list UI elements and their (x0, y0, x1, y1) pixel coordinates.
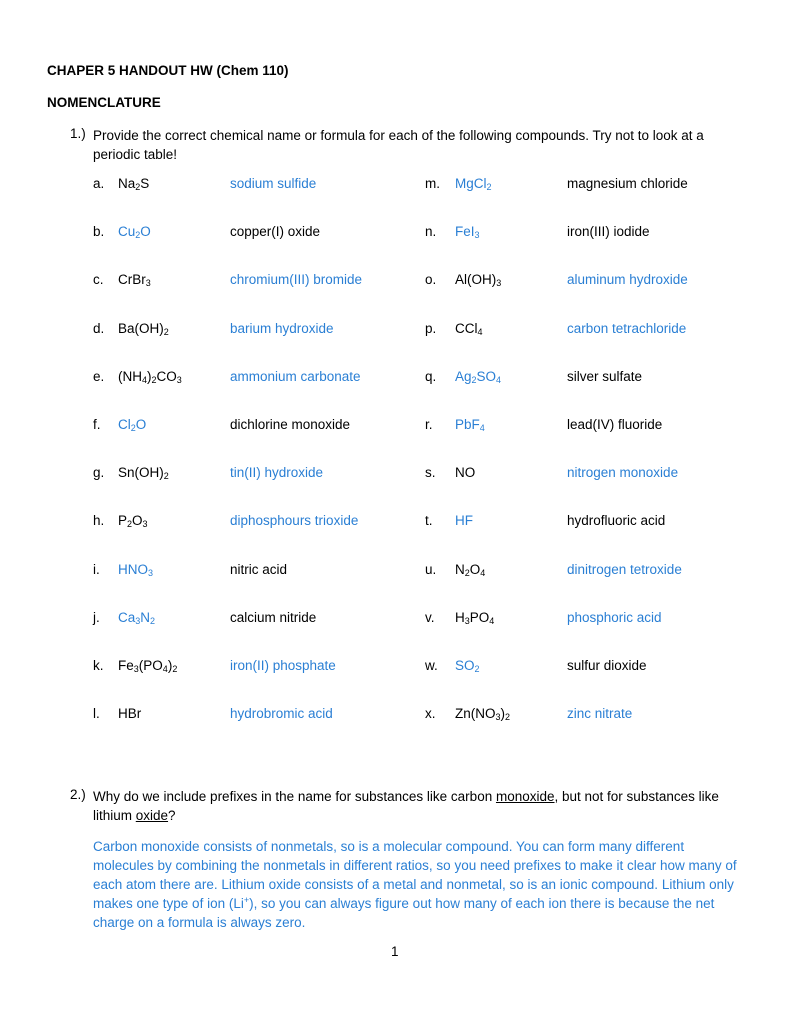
compound-name: dichlorine monoxide (230, 417, 351, 432)
compound-letter: r. (425, 417, 433, 432)
section-heading: NOMENCLATURE (47, 95, 161, 110)
compound-formula: HF (455, 513, 473, 529)
compound-name: copper(I) oxide (230, 224, 321, 240)
compound-formula: $(NH_4)_2CO_3$ (118, 368, 182, 385)
compound-name: tin(II) hydroxide (230, 465, 324, 481)
compound-name: carbon tetrachloride (567, 320, 687, 336)
compound-name: calcium nitride (230, 609, 317, 625)
compound-formula: FeI$_3$ (455, 224, 480, 241)
compound-formula: MgCl$_2$ (455, 176, 492, 192)
compound-formula: CCl$_4$ (455, 320, 483, 337)
compound-name: aluminum hydroxide (567, 272, 688, 288)
compound-formula: PbF$_4$ (455, 417, 485, 433)
compound-formula: $H_3PO_4$ (455, 609, 495, 626)
compound-letter: i. (93, 561, 100, 577)
compound-letter: h. (93, 513, 105, 529)
compound-letter: f. (93, 417, 101, 432)
compound-letter: b. (93, 224, 105, 240)
compound-name: nitric acid (230, 561, 288, 577)
compound-letter: o. (425, 272, 437, 288)
compound-name: chromium(III) bromide (230, 272, 363, 288)
compound-letter: k. (93, 658, 104, 673)
compound-formula: HBr (118, 706, 142, 722)
compound-name: sodium sulfide (230, 176, 317, 191)
compound-name: barium hydroxide (230, 320, 334, 336)
compound-letter: p. (425, 320, 437, 336)
compound-formula: CrBr$_3$ (118, 272, 151, 289)
compound-letter: x. (425, 706, 436, 722)
page-number: 1 (391, 944, 399, 959)
compound-letter: l. (93, 706, 100, 722)
compound-formula: $Na_2S$ (118, 176, 150, 192)
compound-formula: $Cl_2O$ (118, 417, 147, 433)
compound-formula: $Ca_3N_2$ (118, 609, 156, 626)
compound-formula: $P_2O_3$ (118, 513, 148, 530)
compound-name: dinitrogen tetroxide (567, 561, 682, 577)
compound-letter: d. (93, 320, 105, 336)
compound-name: hydrofluoric acid (567, 513, 666, 529)
compound-name: iron(III) iodide (567, 224, 650, 240)
compound-name: nitrogen monoxide (567, 465, 679, 481)
compound-formula: $HNO_3$ (118, 561, 154, 578)
compound-name: phosphoric acid (567, 609, 662, 625)
compound-letter: u. (425, 561, 437, 577)
compound-formula: $Fe_3(PO_4)_2$ (118, 658, 178, 674)
question-1-number: 1.) (70, 126, 86, 141)
compound-letter: t. (425, 513, 433, 529)
compound-formula: $Ba(OH)_2$ (118, 320, 169, 337)
compound-letter: a. (93, 176, 105, 191)
compound-name: ammonium carbonate (230, 368, 361, 384)
question-2-text: Why do we include prefixes in the name for substances like carbon monoxide, but not for substances like lithium oxide? (93, 789, 719, 823)
compound-formula: $Cu_2O$ (118, 224, 151, 241)
compound-name: diphosphours trioxide (230, 513, 359, 529)
compound-letter: m. (425, 176, 440, 191)
compound-letter: v. (425, 609, 435, 625)
compound-name: magnesium chloride (567, 176, 688, 191)
question-1-text: Provide the correct chemical name or formula for each of the following compounds. Try not to look at a periodic table! (93, 128, 704, 162)
compound-formula: $SO_2$ (455, 658, 480, 674)
compound-name: silver sulfate (567, 368, 643, 384)
compound-formula: $Sn(OH)_2$ (118, 465, 169, 482)
compound-letter: e. (93, 368, 105, 384)
compound-letter: g. (93, 465, 105, 481)
document-title: CHAPER 5 HANDOUT HW (Chem 110) (47, 63, 289, 78)
compound-letter: c. (93, 272, 104, 288)
compound-name: sulfur dioxide (567, 658, 647, 673)
compound-formula: $Ag_2SO_4$ (455, 368, 502, 385)
question-2-answer: Carbon monoxide consists of nonmetals, so is a molecular compound. You can form many different molecules by combining the nonmetals in different ratios, so you need prefixes to make it clear how many of each atom there are. Lithium oxide consists of a metal and nonmetal, so is an ionic compound. Lithium only makes one type of ion (Li+), so you can always figure out how many of each ion there is because the net charge on a formula is always zero. (93, 839, 737, 930)
compound-letter: w. (425, 658, 438, 673)
compound-formula: $Zn(NO_3)_2$ (455, 706, 511, 723)
compound-name: zinc nitrate (567, 706, 633, 722)
compound-letter: s. (425, 465, 436, 481)
compound-formula: $N_2O_4$ (455, 561, 486, 578)
question-2-number: 2.) (70, 787, 86, 802)
compound-name: lead(IV) fluoride (567, 417, 663, 432)
compound-letter: n. (425, 224, 437, 240)
compound-name: hydrobromic acid (230, 706, 333, 722)
compound-letter: j. (93, 609, 100, 625)
compound-formula: $Al(OH)_3$ (455, 272, 502, 289)
compound-letter: q. (425, 368, 437, 384)
compound-name: iron(II) phosphate (230, 658, 336, 673)
compound-formula: NO (455, 465, 476, 481)
